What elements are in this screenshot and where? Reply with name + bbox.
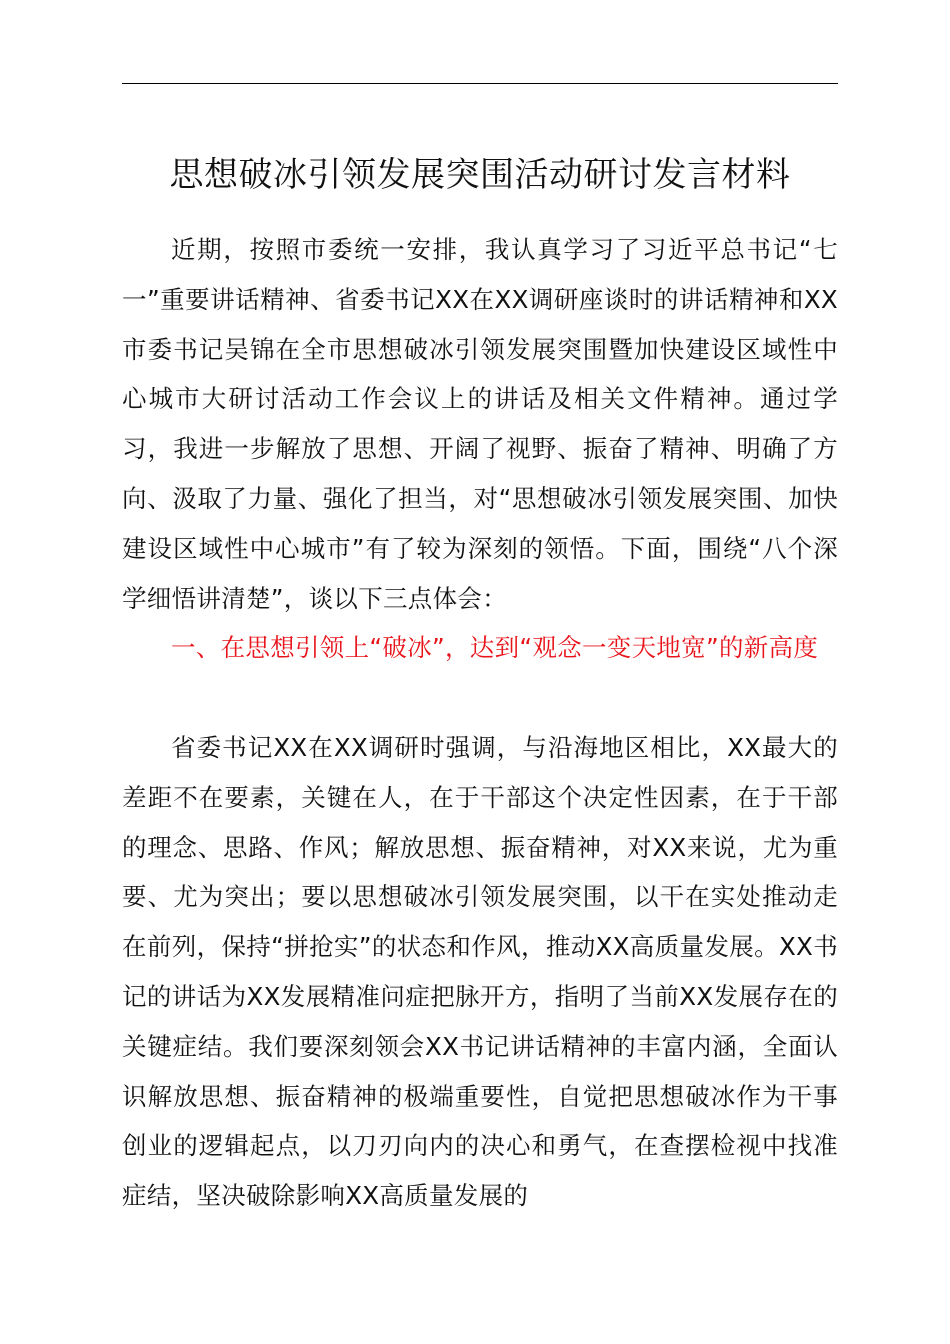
document-title: 思想破冰引领发展突围活动研讨发言材料: [169, 155, 791, 195]
section-heading-1: 一、在思想引领上“破冰”，达到“观念一变天地宽”的新高度: [171, 633, 819, 662]
header-rule: [122, 83, 838, 84]
intro-paragraph: 近期，按照市委统一安排，我认真学习了习近平总书记“七一”重要讲话精神、省委书记XX在XX调研座谈时的讲话精神和XX市委书记吴锦在全市思想破冰引领发展突围暨加快建设区域性中心城市大研讨活动工作会议上的讲话及相关文件精神。通过学习，我进一步解放了思想、开阔了视野、振奋了精神、明确了方向、汲取了力量、强化了担当，对“思想破冰引领发展突围、加快建设区域性中心城市”有了较为深刻的领悟。下面，围绕“八个深学细悟讲清楚”，谈以下三点体会：: [122, 235, 838, 613]
section-1-paragraph: 省委书记XX在XX调研时强调，与沿海地区相比，XX最大的差距不在要素，关键在人，在于干部这个决定性因素，在于干部的理念、思路、作风；解放思想、振奋精神，对XX来说，尤为重要、尤为突出；要以思想破冰引领发展突围，以干在实处推动走在前列，保持“拼抢实”的状态和作风，推动XX高质量发展。XX书记的讲话为XX发展精准问症把脉开方，指明了当前XX发展存在的关键症结。我们要深刻领会XX书记讲话精神的丰富内涵，全面认识解放思想、振奋精神的极端重要性，自觉把思想破冰作为干事创业的逻辑起点，以刀刃向内的决心和勇气，在查摆检视中找准症结，坚决破除影响XX高质量发展的: [122, 733, 838, 1211]
